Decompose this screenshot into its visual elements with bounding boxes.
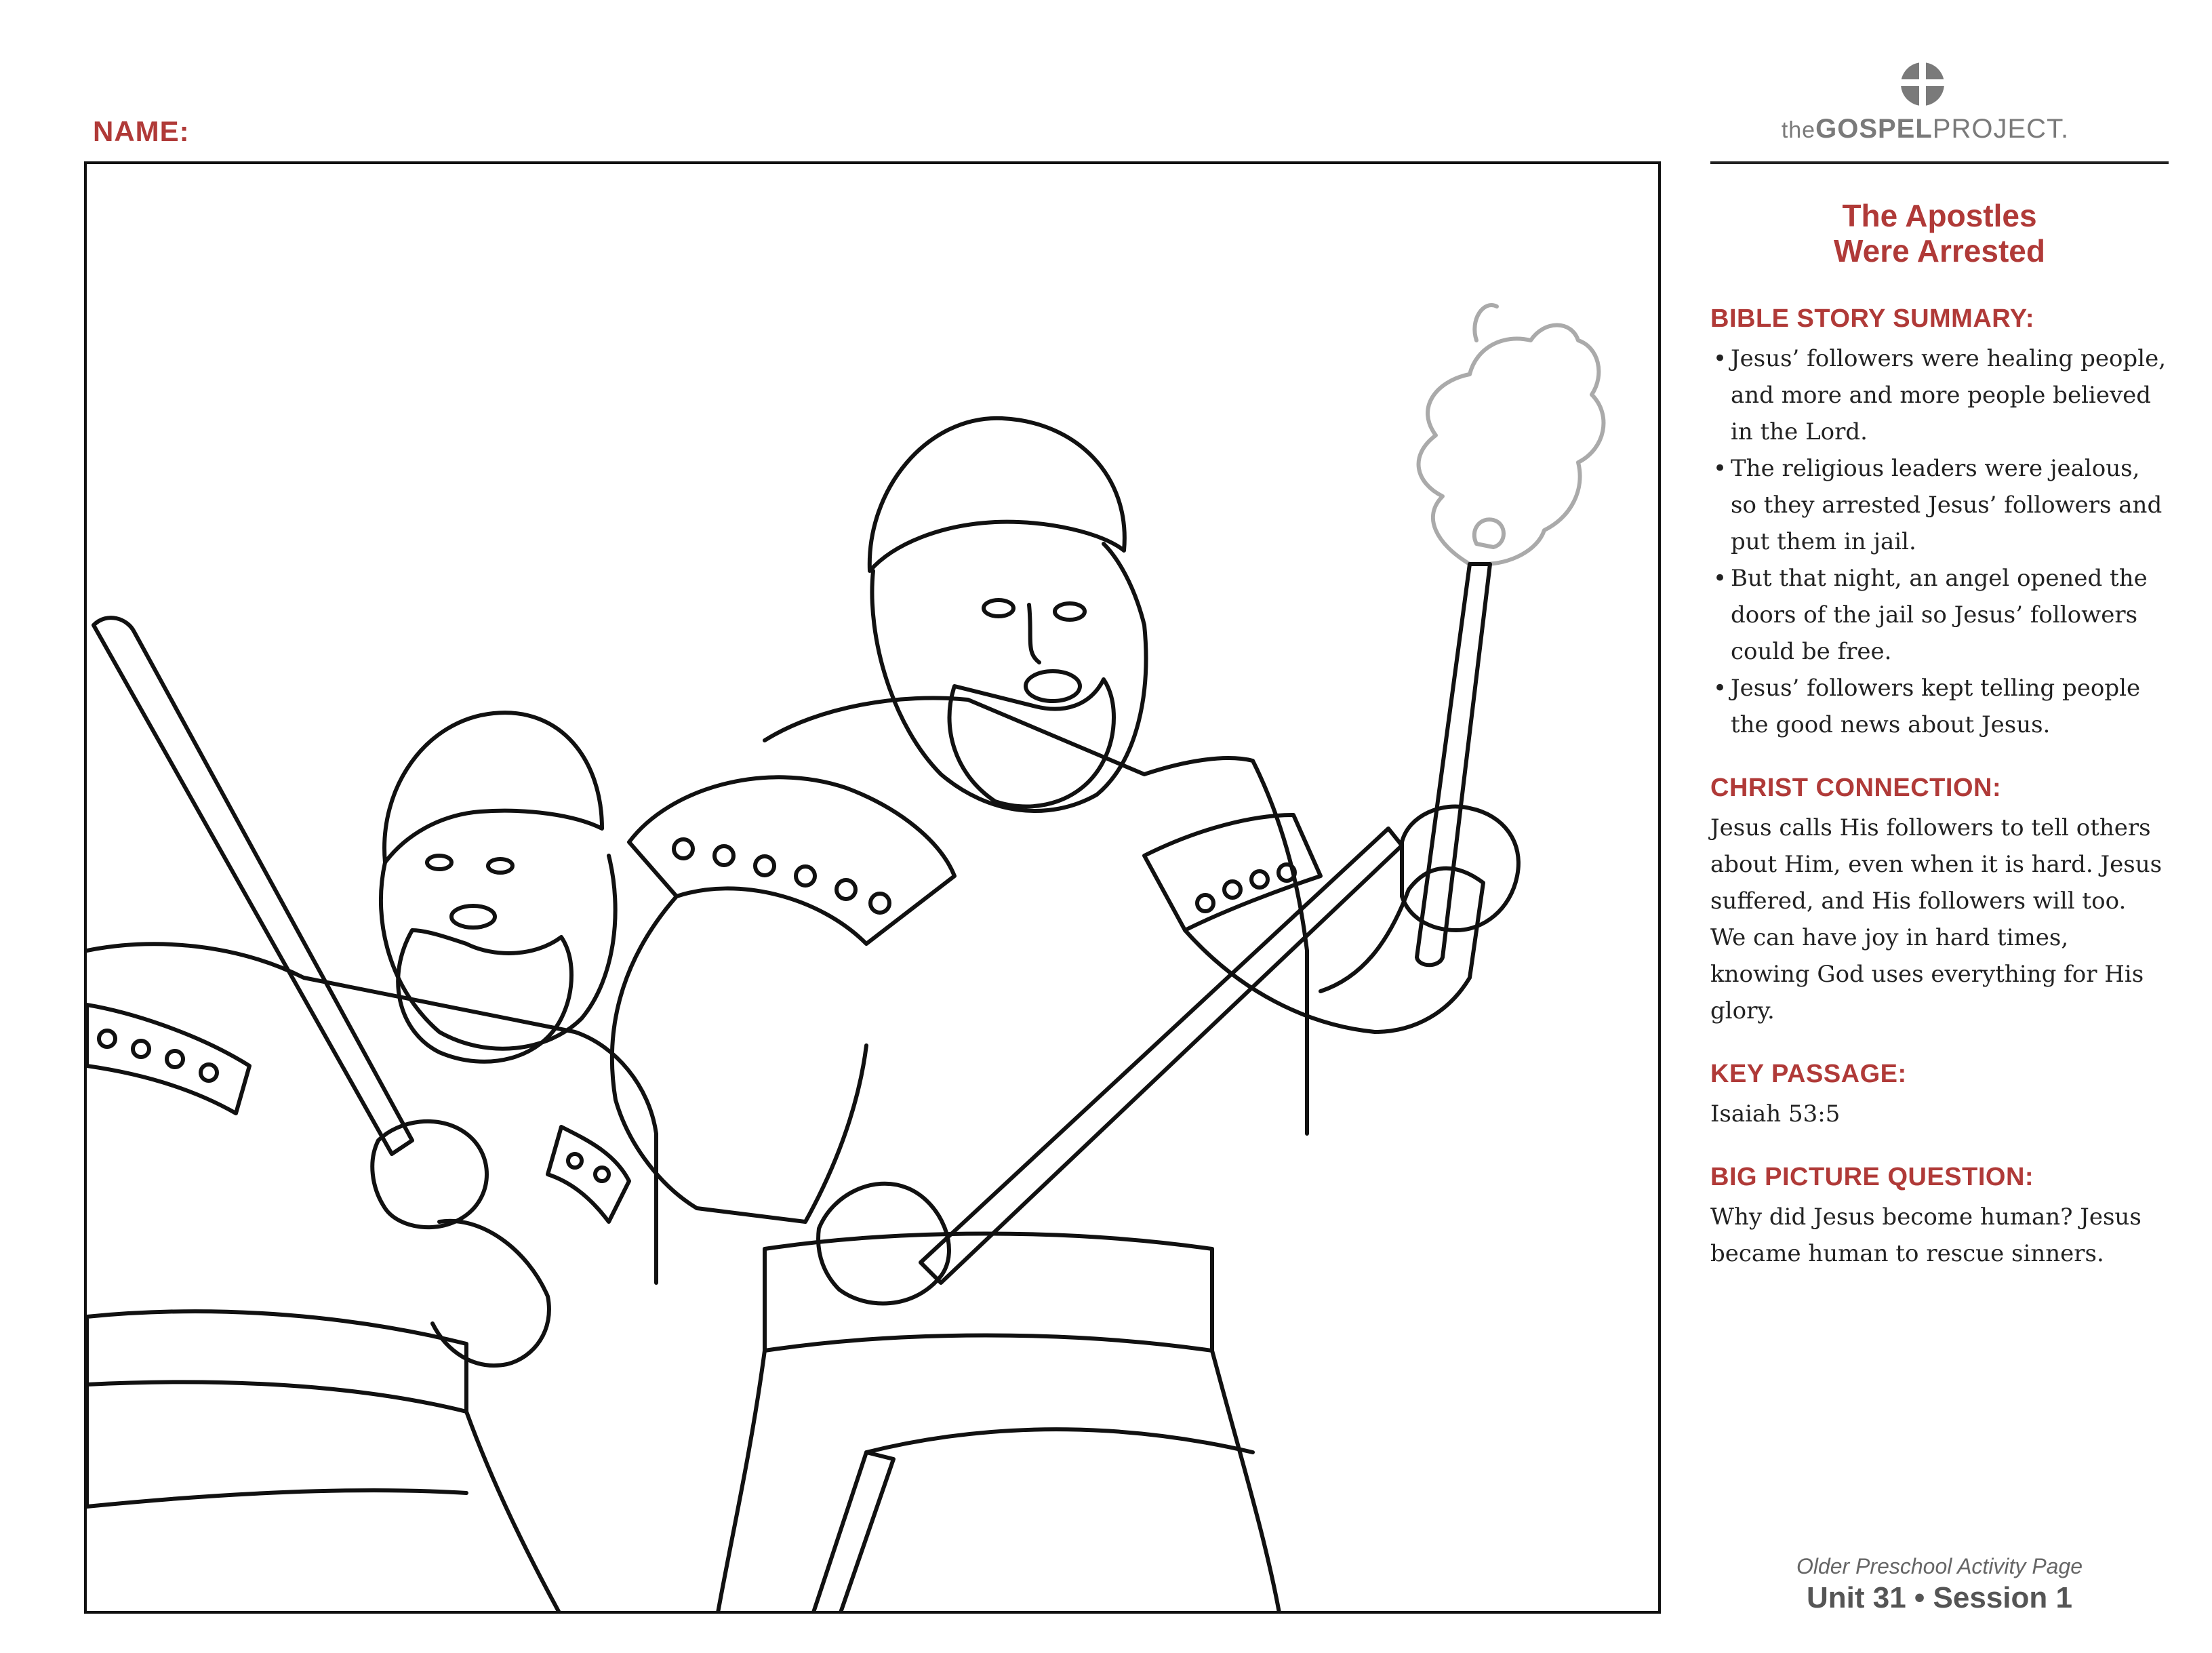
page-footer	[1710, 1553, 2169, 1616]
passage-text: Isaiah 53:5	[1710, 1100, 1841, 1128]
gospel-project-cross-icon	[1899, 61, 1946, 107]
soldier-right-helmet	[870, 418, 1125, 571]
name-label: NAME:	[93, 115, 190, 147]
story-title-line1: The Apostles	[1842, 198, 2037, 233]
summary-item: • Jesus’ followers kept telling people the good news about Jesus.	[1710, 670, 2169, 743]
soldier-left-belt	[87, 1311, 466, 1412]
soldier-left-helmet	[384, 713, 602, 862]
question-text: Why did Jesus become human? Jesus became human to rescue sinners.	[1710, 1203, 2141, 1267]
summary-item: • The religious leaders were jealous, so they arrested Jesus’ followers and put them in jail.	[1710, 450, 2169, 560]
connection-text: Jesus calls His followers to tell others about Him, even when it is hard. Jesus suffered, and His followers will too. We can have joy in hard times, knowing God uses everything for His glory.	[1710, 814, 2163, 1024]
soldier-right-armband-left	[629, 777, 954, 944]
soldier-right-beard	[950, 679, 1114, 807]
connection-heading: CHRIST CONNECTION:	[1710, 774, 2002, 802]
summary-item: • But that night, an angel opened the doors of the jail so Jesus’ followers could be free.	[1710, 560, 2169, 670]
soldier-right-belt	[765, 1234, 1212, 1351]
soldier-right-head	[872, 544, 1146, 811]
summary-list	[1710, 340, 2169, 743]
coloring-illustration-frame	[84, 161, 1661, 1614]
soldier-right	[612, 418, 1519, 1614]
summary-heading: BIBLE STORY SUMMARY:	[1710, 304, 2034, 333]
logo-project: PROJECT	[1932, 114, 2062, 144]
logo-gospel: GOSPEL	[1815, 114, 1933, 144]
footer-unit-session: Unit 31 • Session 1	[1807, 1581, 2072, 1614]
header-rule	[1710, 161, 2169, 164]
question-heading: BIG PICTURE QUESTION:	[1710, 1163, 2034, 1191]
soldier-right-arm-left	[612, 896, 866, 1222]
passage-heading: KEY PASSAGE:	[1710, 1060, 1907, 1088]
summary-item: • Jesus’ followers were healing people, and more and more people believed in the Lord.	[1710, 340, 2169, 450]
soldier-right-body	[765, 698, 1307, 1134]
soldier-left-beard	[398, 930, 571, 1062]
logo-mark: .	[2061, 114, 2070, 144]
sword-left	[94, 618, 549, 1366]
torch-flame	[1419, 305, 1604, 564]
story-title-line2: Were Arrested	[1834, 233, 2045, 268]
logo-the: the	[1781, 117, 1816, 143]
gospel-project-logo	[1763, 114, 2088, 144]
story-title	[1710, 198, 2169, 268]
story-sidebar	[1710, 198, 2169, 1272]
coloring-illustration	[87, 164, 1661, 1614]
footer-subtitle: Older Preschool Activity Page	[1796, 1554, 2083, 1578]
sword-right	[812, 829, 1402, 1614]
